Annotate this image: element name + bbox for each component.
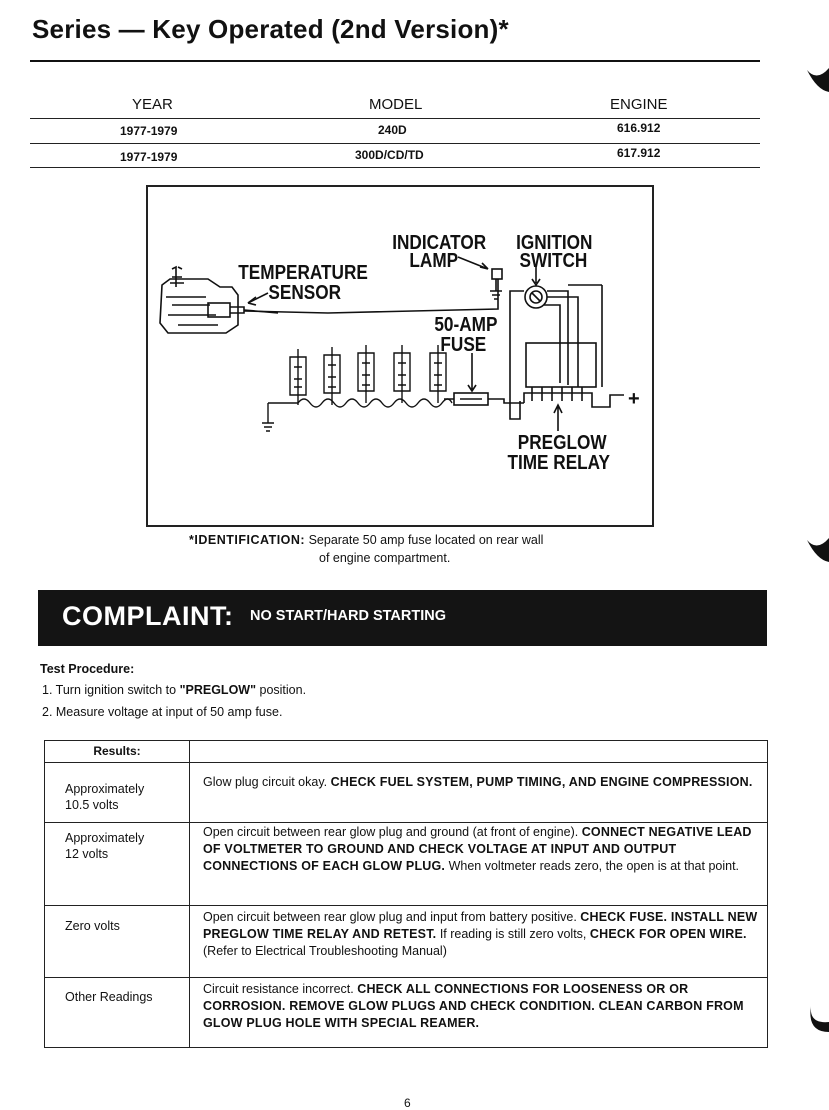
test-step-1-tail: position. xyxy=(256,683,307,697)
table-cell-model: 300D/CD/TD xyxy=(355,148,424,162)
identification-text-line2: of engine compartment. xyxy=(319,551,451,565)
identification-text-line1: Separate 50 amp fuse located on rear wall xyxy=(308,533,544,547)
table-cell-year: 1977-1979 xyxy=(120,124,178,138)
preglow-relay-icon xyxy=(510,285,624,431)
result-label-line: 12 volts xyxy=(65,847,109,861)
results-row-divider xyxy=(45,977,767,978)
label-indicator: INDICATOR xyxy=(392,230,487,254)
test-step-1-bold: "PREGLOW" xyxy=(179,683,257,697)
table-cell-year: 1977-1979 xyxy=(120,150,178,164)
result-action: CHECK FUEL SYSTEM, PUMP TIMING, AND ENGINE COMPRESSION. xyxy=(330,775,753,789)
column-header-model: MODEL xyxy=(369,96,423,113)
result-label-line: Zero volts xyxy=(65,919,120,933)
identification-label: *IDENTIFICATION: xyxy=(189,533,306,547)
table-rule xyxy=(30,167,760,168)
column-header-engine: ENGINE xyxy=(610,96,668,113)
result-label xyxy=(65,918,120,934)
table-rule xyxy=(30,118,760,119)
test-step-1-text: 1. Turn ignition switch to xyxy=(42,683,180,697)
page-tab-mark-icon xyxy=(807,66,829,92)
result-label-line: 10.5 volts xyxy=(65,798,119,812)
result-action: CHECK ALL CONNECTIONS FOR LOOSENESS OR OR CORROSION. REMOVE GLOW PLUGS AND CHECK CONDITION. CLEAN CARBON FROM GLOW PLUG HOLE WITH SPECIAL REAMER. xyxy=(203,982,744,1030)
result-text: If reading is still zero volts, xyxy=(436,927,590,941)
result-action: CHECK FOR OPEN WIRE. xyxy=(589,927,747,941)
result-label-line: Other Readings xyxy=(65,990,153,1004)
results-row-divider xyxy=(45,822,767,823)
results-row-divider xyxy=(45,762,767,763)
label-preglow: PREGLOW xyxy=(517,430,607,454)
page-tab-mark-icon xyxy=(807,536,829,562)
column-header-year: YEAR xyxy=(132,96,173,113)
result-label xyxy=(65,830,144,862)
complaint-text: NO START/HARD STARTING xyxy=(250,608,447,624)
label-lamp: LAMP xyxy=(409,248,459,272)
results-table xyxy=(44,740,768,1048)
table-rule xyxy=(30,143,760,144)
result-description xyxy=(203,909,759,960)
result-text: Circuit resistance incorrect. xyxy=(203,982,358,996)
label-sensor: SENSOR xyxy=(268,280,342,304)
glow-plugs-icon xyxy=(262,345,452,431)
wiring-diagram-svg xyxy=(148,187,652,525)
indicator-lamp-icon xyxy=(458,257,502,299)
result-description xyxy=(203,824,759,875)
result-text: Glow plug circuit okay. xyxy=(203,775,331,789)
label-switch: SWITCH xyxy=(519,248,588,272)
result-label xyxy=(65,781,144,813)
page-title: Series — Key Operated (2nd Version)* xyxy=(32,14,509,44)
label-plus: + xyxy=(628,388,640,410)
label-ignition: IGNITION xyxy=(516,230,593,254)
title-rule xyxy=(30,60,760,62)
results-header: Results: xyxy=(93,744,141,758)
test-step-1 xyxy=(42,683,306,697)
table-cell-engine: 617.912 xyxy=(617,146,661,160)
result-label-line: Approximately xyxy=(65,782,145,796)
result-action: CONNECT NEGATIVE LEAD OF VOLTMETER TO GROUND AND CHECK VOLTAGE AT INPUT AND OUTPUT CONNECTIONS OF EACH GLOW PLUG. xyxy=(203,825,752,873)
results-column-divider xyxy=(189,741,190,1047)
result-label-line: Approximately xyxy=(65,831,145,845)
result-text: (Refer to Electrical Troubleshooting Manual) xyxy=(203,944,447,958)
result-text: Open circuit between rear glow plug and input from battery positive. xyxy=(203,910,581,924)
result-text: When voltmeter reads zero, the open is at that point. xyxy=(445,859,740,873)
fuse-icon xyxy=(444,353,524,405)
identification-note xyxy=(189,531,609,567)
page-tab-mark-icon xyxy=(807,1006,829,1032)
label-time-relay: TIME RELAY xyxy=(507,450,610,474)
ignition-switch-icon xyxy=(510,267,578,387)
page-number: 6 xyxy=(404,1096,411,1110)
test-step-2: 2. Measure voltage at input of 50 amp fuse. xyxy=(42,705,283,719)
wiring-diagram xyxy=(146,185,654,527)
label-fuse: FUSE xyxy=(440,332,487,356)
label-50amp: 50-AMP xyxy=(434,312,498,336)
result-action: CHECK FUSE. INSTALL NEW PREGLOW TIME RELAY AND RETEST. xyxy=(203,910,758,941)
table-cell-model: 240D xyxy=(378,123,407,137)
table-cell-engine: 616.912 xyxy=(617,121,661,135)
result-text: Open circuit between rear glow plug and ground (at front of engine). xyxy=(203,825,582,839)
result-description xyxy=(203,774,759,791)
result-description xyxy=(203,981,759,1032)
complaint-banner xyxy=(38,590,767,646)
result-label xyxy=(65,989,153,1005)
test-procedure-heading: Test Procedure: xyxy=(40,662,135,676)
results-row-divider xyxy=(45,905,767,906)
complaint-label: COMPLAINT: xyxy=(62,601,234,631)
label-temperature: TEMPERATURE xyxy=(238,260,368,284)
